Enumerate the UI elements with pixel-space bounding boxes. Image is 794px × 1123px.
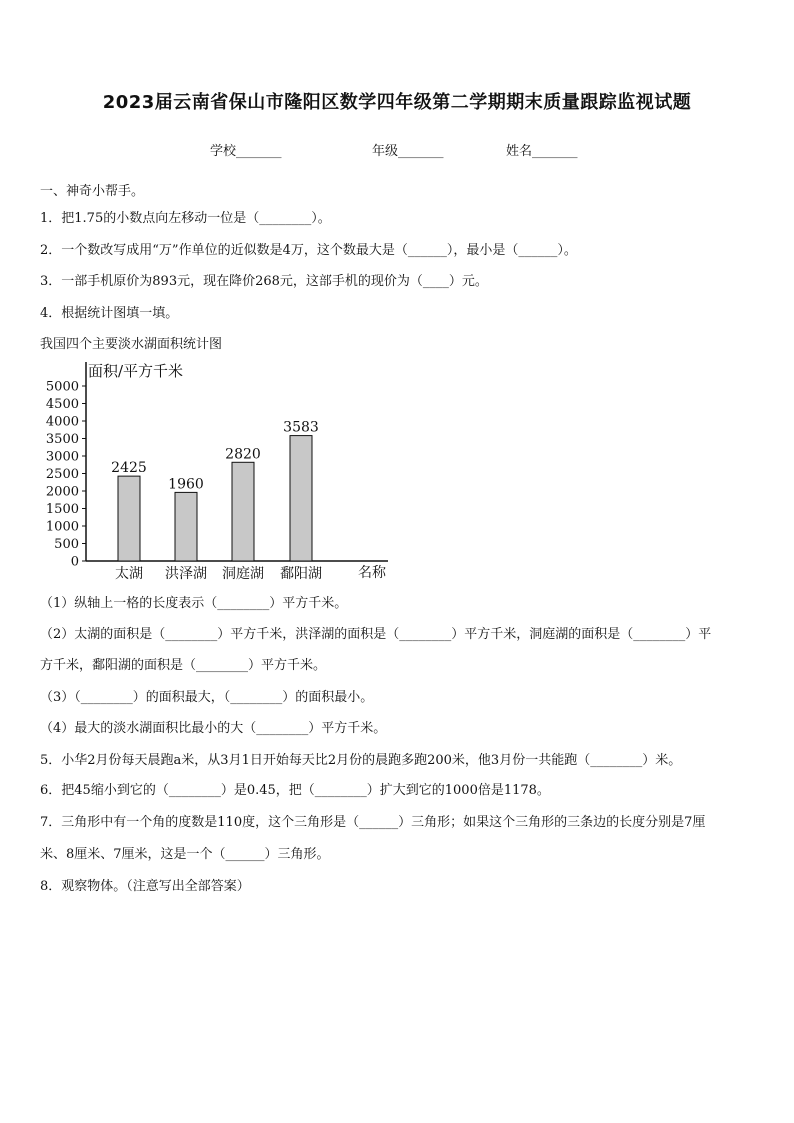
question-4-2b: 方千米，鄱阳湖的面积是（________）平方千米。 [40,658,327,673]
y-tick-label: 2000 [45,484,79,500]
y-tick-label: 3500 [45,432,79,447]
question-8: 8．观察物体。（注意写出全部答案） [40,879,250,894]
bar-value-label: 1960 [168,476,204,493]
question-4-4: （4）最大的淡水湖面积比最小的大（________）平方千米。 [40,721,387,736]
category-label: 洪泽湖 [165,566,207,582]
bar [290,436,312,561]
y-tick-label: 4000 [45,414,79,430]
bar [232,462,254,561]
chart-caption: 我国四个主要淡水湖面积统计图 [40,337,223,352]
school-field: 学校_______ [210,144,282,159]
category-label: 太湖 [115,566,143,582]
bar-chart [40,356,400,588]
y-tick-label: 4500 [45,397,79,412]
y-tick-label: 1000 [45,519,79,535]
page-title: 2023届云南省保山市隆阳区数学四年级第二学期期末质量跟踪监视试题 [102,92,692,113]
grade-field: 年级_______ [372,144,444,159]
y-axis-label: 面积/平方千米 [88,362,184,380]
category-label: 鄱阳湖 [280,566,322,582]
question-2: 2．一个数改写成用“万”作单位的近似数是4万，这个数最大是（______），最小是（______）。 [40,243,577,258]
question-4: 4．根据统计图填一填。 [40,306,179,321]
section-heading: 一、神奇小帮手。 [40,184,145,199]
name-field: 姓名_______ [506,144,578,159]
question-4-1: （1）纵轴上一格的长度表示（________）平方千米。 [40,596,348,611]
category-label: 洞庭湖 [222,566,264,582]
y-tick-label: 3000 [45,449,79,465]
bar-value-label: 2820 [225,446,261,463]
bar-value-label: 3583 [283,419,319,436]
question-7a: 7．三角形中有一个角的度数是110度，这个三角形是（______）三角形；如果这个三角形的三条边的长度分别是7厘 [40,815,706,830]
question-6: 6．把45缩小到它的（________）是0.45，把（________）扩大到它的1000倍是1178。 [40,783,550,798]
question-4-2a: （2）太湖的面积是（________）平方千米，洪泽湖的面积是（________）平方千米，洞庭湖的面积是（________）平 [40,627,712,642]
question-1: 1．把1.75的小数点向左移动一位是（________）。 [40,211,331,226]
y-tick-label: 2500 [45,467,79,482]
x-axis-label: 名称 [358,565,386,581]
y-tick-label: 0 [70,554,79,570]
bar-value-label: 2425 [111,460,147,477]
bar [175,492,197,561]
y-tick-label: 1500 [45,502,79,517]
question-4-3: （3）（________）的面积最大，（________）的面积最小。 [40,690,374,705]
question-7b: 米、8厘米、7厘米，这是一个（______）三角形。 [40,847,330,862]
y-tick-label: 500 [54,537,79,552]
bar [118,476,140,561]
question-3: 3．一部手机原价为893元，现在降价268元，这部手机的现价为（____）元。 [40,274,488,289]
question-5: 5．小华2月份每天晨跑a米，从3月1日开始每天比2月份的晨跑多跑200米，他3月份一共能跑（________）米。 [40,753,682,768]
y-tick-label: 5000 [45,379,79,395]
